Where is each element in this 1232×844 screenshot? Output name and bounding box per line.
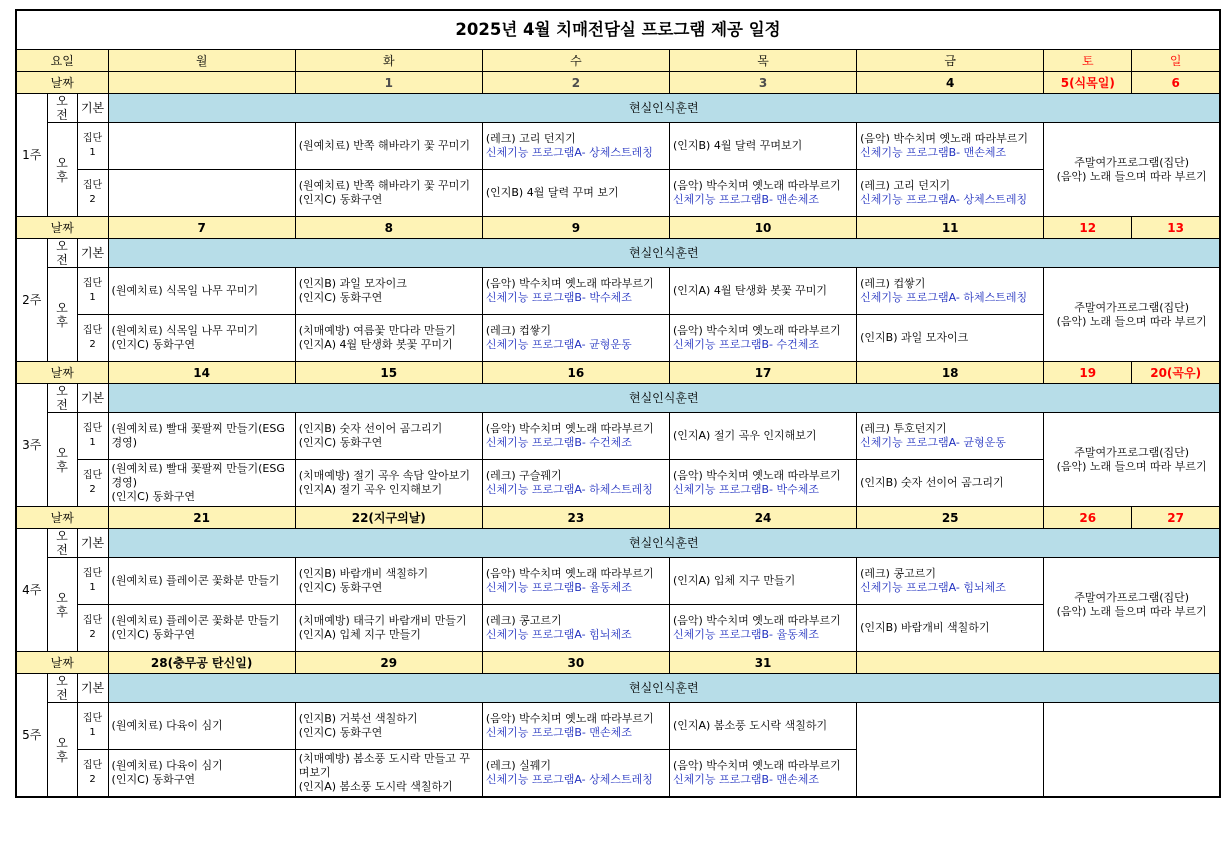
program-text: (인지A) 입체 지구 만들기: [672, 574, 796, 587]
program-cell: [669, 703, 856, 750]
program-cell: [108, 413, 295, 460]
program-text: (인지B) 4월 달력 꾸며 보기: [485, 186, 619, 199]
program-cell: [108, 123, 295, 170]
basic-label: 기본: [77, 529, 108, 558]
weekend-line1: 주말여가프로그램(집단): [1074, 445, 1190, 459]
date-cell: 21: [108, 507, 295, 529]
program-cell: [108, 460, 295, 507]
physical-program-text: 신체기능 프로그램B- 율동체조: [485, 581, 632, 594]
day-wed: 수: [482, 50, 669, 72]
weekend-program-cell: [1044, 413, 1220, 507]
program-cell: [108, 703, 295, 750]
program-text: (인지B) 바람개비 색칠하기: [860, 621, 990, 634]
program-text: (인지A) 4월 탄생화 봇꽃 꾸미기: [672, 284, 827, 297]
date-cell: 7: [108, 217, 295, 239]
program-text: (치매예방) 여름꽃 만다라 만들기 (인지A) 4월 탄생화 봇꽃 꾸미기: [298, 324, 456, 351]
program-cell: [857, 123, 1044, 170]
program-cell: [295, 413, 482, 460]
program-cell: [482, 315, 669, 362]
day-sat: 토: [1044, 50, 1132, 72]
date-cell: 13: [1132, 217, 1220, 239]
group1-label: 집단1: [77, 703, 108, 750]
program-cell: [108, 605, 295, 652]
page-title: 2025년 4월 치매전담실 프로그램 제공 일정: [16, 10, 1220, 50]
reality-training-banner: 현실인식훈련: [108, 239, 1220, 268]
program-cell: [669, 460, 856, 507]
program-text: (음악) 박수치며 옛노래 따라부르기: [672, 469, 841, 482]
date-row: [16, 217, 1220, 239]
program-text: (레크) 투호던지기: [860, 422, 947, 435]
weekend-line2: (음악) 노래 들으며 따라 부르기: [1056, 314, 1207, 328]
program-cell: [108, 268, 295, 315]
date-row: [16, 507, 1220, 529]
date-cell: 2: [482, 72, 669, 94]
weekend-line1: 주말여가프로그램(집단): [1074, 590, 1190, 604]
group1-row: [16, 268, 1220, 315]
week-label: 4주: [16, 529, 47, 652]
am-row: [16, 239, 1220, 268]
date-cell: 26: [1044, 507, 1132, 529]
program-text: (레크) 컵쌓기: [485, 324, 552, 337]
program-cell: [482, 750, 669, 798]
program-cell: [295, 315, 482, 362]
program-cell: [669, 315, 856, 362]
date-label: 날짜: [16, 507, 108, 529]
program-cell: [482, 413, 669, 460]
date-cell: 9: [482, 217, 669, 239]
program-text: (음악) 박수치며 옛노래 따라부르기: [485, 567, 654, 580]
date-row: [16, 362, 1220, 384]
group1-label: 집단1: [77, 413, 108, 460]
program-text: (레크) 실꿰기: [485, 759, 552, 772]
program-text: (레크) 고리 던지기: [485, 132, 576, 145]
date-cell: 11: [857, 217, 1044, 239]
date-cell: 25: [857, 507, 1044, 529]
date-cell: 29: [295, 652, 482, 674]
group1-row: [16, 413, 1220, 460]
program-text: (음악) 박수치며 옛노래 따라부르기: [485, 277, 654, 290]
weekend-line1: 주말여가프로그램(집단): [1074, 155, 1190, 169]
program-text: (인지A) 봄소풍 도시락 색칠하기: [672, 719, 828, 732]
program-text: (인지B) 숫자 선이어 곰그리기: [860, 476, 1004, 489]
program-cell: [295, 170, 482, 217]
program-text: (인지A) 절기 곡우 인지해보기: [672, 429, 817, 442]
group1-label: 집단1: [77, 558, 108, 605]
program-cell: [295, 460, 482, 507]
date-cell: 31: [669, 652, 856, 674]
am-label: 오전: [47, 529, 77, 558]
day-tue: 화: [295, 50, 482, 72]
am-row: [16, 94, 1220, 123]
weekend-program-cell: [1044, 123, 1220, 217]
program-cell: [669, 413, 856, 460]
group2-label: 집단2: [77, 460, 108, 507]
program-cell: [482, 170, 669, 217]
week-label: 3주: [16, 384, 47, 507]
program-cell: [295, 750, 482, 798]
program-text: (원예치료) 반쪽 해바라기 꽃 꾸미기: [298, 139, 471, 152]
program-text: (음악) 박수치며 옛노래 따라부르기: [860, 132, 1028, 145]
day-fri: 금: [857, 50, 1044, 72]
date-cell: 19: [1044, 362, 1132, 384]
program-cell: [669, 605, 856, 652]
date-cell: 12: [1044, 217, 1132, 239]
program-text: (레크) 콩고르기: [860, 567, 936, 580]
program-text: (원예치료) 식목일 나무 꾸미기 (인지C) 동화구연: [111, 324, 259, 351]
date-label: 날짜: [16, 652, 108, 674]
day-thu: 목: [669, 50, 856, 72]
program-cell: [295, 605, 482, 652]
pm-label: 오후: [47, 413, 77, 507]
date-row: [16, 652, 1220, 674]
date-cell: 3: [669, 72, 856, 94]
date-label: 날짜: [16, 72, 108, 94]
physical-program-text: 신체기능 프로그램A- 상체스트레칭: [485, 773, 653, 786]
date-cell: 17: [669, 362, 856, 384]
program-text: (인지B) 과일 모자이크 (인지C) 동화구연: [298, 277, 407, 304]
reality-training-banner: 현실인식훈련: [108, 94, 1220, 123]
date-cell: 28(충무공 탄신일): [108, 652, 295, 674]
am-label: 오전: [47, 94, 77, 123]
group2-row: [16, 170, 1220, 217]
physical-program-text: 신체기능 프로그램A- 힘뇌체조: [485, 628, 632, 641]
date-cell: 1: [295, 72, 482, 94]
date-cell: 23: [482, 507, 669, 529]
am-label: 오전: [47, 674, 77, 703]
date-label: 날짜: [16, 217, 108, 239]
program-cell: [669, 170, 856, 217]
program-text: (음악) 박수치며 옛노래 따라부르기: [672, 324, 841, 337]
program-text: (치매예방) 절기 곡우 속담 알아보기 (인지A) 절기 곡우 인지해보기: [298, 469, 471, 496]
am-label: 오전: [47, 384, 77, 413]
program-text: (인지B) 바람개비 색칠하기 (인지C) 동화구연: [298, 567, 429, 594]
program-text: (음악) 박수치며 옛노래 따라부르기: [485, 712, 654, 725]
reality-training-banner: 현실인식훈련: [108, 529, 1220, 558]
day-sun: 일: [1132, 50, 1220, 72]
pm-label: 오후: [47, 123, 77, 217]
am-label: 오전: [47, 239, 77, 268]
date-cell: 18: [857, 362, 1044, 384]
group1-row: [16, 123, 1220, 170]
weekend-program-cell: [1044, 558, 1220, 652]
physical-program-text: 신체기능 프로그램B- 박수체조: [485, 291, 632, 304]
pm-label: 오후: [47, 268, 77, 362]
program-text: (레크) 콩고르기: [485, 614, 562, 627]
program-cell: [669, 123, 856, 170]
group2-row: [16, 460, 1220, 507]
physical-program-text: 신체기능 프로그램A- 상체스트레칭: [860, 193, 1028, 206]
day-label: 요일: [16, 50, 108, 72]
program-text: (음악) 박수치며 옛노래 따라부르기: [672, 759, 841, 772]
program-text: (원예치료) 다육이 심기 (인지C) 동화구연: [111, 759, 223, 786]
physical-program-text: 신체기능 프로그램A- 하체스트레칭: [485, 483, 653, 496]
physical-program-text: 신체기능 프로그램B- 맨손체조: [860, 146, 1007, 159]
program-cell: [857, 605, 1044, 652]
program-cell: [669, 558, 856, 605]
group1-label: 집단1: [77, 123, 108, 170]
date-cell: 30: [482, 652, 669, 674]
date-cell: 20(곡우): [1132, 362, 1220, 384]
schedule-table: [15, 9, 1221, 798]
program-cell: [482, 460, 669, 507]
physical-program-text: 신체기능 프로그램A- 하체스트레칭: [860, 291, 1028, 304]
program-cell: [482, 123, 669, 170]
program-cell: [857, 268, 1044, 315]
physical-program-text: 신체기능 프로그램B- 박수체조: [672, 483, 819, 496]
program-cell: [295, 703, 482, 750]
program-text: (원예치료) 반쪽 해바라기 꽃 꾸미기 (인지C) 동화구연: [298, 179, 471, 206]
physical-program-text: 신체기능 프로그램A- 힘뇌체조: [860, 581, 1006, 594]
date-cell: 4: [857, 72, 1044, 94]
group1-row: [16, 558, 1220, 605]
program-cell: [857, 558, 1044, 605]
group2-label: 집단2: [77, 750, 108, 798]
program-cell: [857, 460, 1044, 507]
date-label: 날짜: [16, 362, 108, 384]
week-label: 5주: [16, 674, 47, 798]
program-text: (원예치료) 빨대 꽃팔찌 만들기(ESG 경영) (인지C) 동화구연: [111, 462, 285, 503]
physical-program-text: 신체기능 프로그램B- 맨손체조: [672, 193, 819, 206]
date-cell: 24: [669, 507, 856, 529]
program-text: (원예치료) 빨대 꽃팔찌 만들기(ESG 경영): [111, 422, 289, 449]
physical-program-text: 신체기능 프로그램A- 균형운동: [860, 436, 1006, 449]
program-cell: [482, 605, 669, 652]
physical-program-text: 신체기능 프로그램B- 맨손체조: [485, 726, 632, 739]
date-cell: 8: [295, 217, 482, 239]
program-cell: [295, 268, 482, 315]
empty-cell: [1044, 703, 1220, 798]
basic-label: 기본: [77, 94, 108, 123]
weekend-program-cell: [1044, 268, 1220, 362]
weekend-line2: (음악) 노래 들으며 따라 부르기: [1056, 459, 1207, 473]
program-cell: [108, 558, 295, 605]
program-text: (인지B) 과일 모자이크: [860, 331, 969, 344]
am-row: [16, 674, 1220, 703]
program-text: (원예치료) 다육이 심기: [111, 719, 223, 732]
group1-label: 집단1: [77, 268, 108, 315]
physical-program-text: 신체기능 프로그램A- 균형운동: [485, 338, 632, 351]
week-label: 2주: [16, 239, 47, 362]
program-cell: [482, 703, 669, 750]
program-cell: [857, 413, 1044, 460]
basic-label: 기본: [77, 239, 108, 268]
program-cell: [482, 558, 669, 605]
program-text: (레크) 컵쌓기: [860, 277, 926, 290]
program-cell: [108, 315, 295, 362]
program-text: (음악) 박수치며 옛노래 따라부르기: [672, 179, 841, 192]
program-text: (음악) 박수치며 옛노래 따라부르기: [672, 614, 841, 627]
program-text: (음악) 박수치며 옛노래 따라부르기: [485, 422, 654, 435]
group2-label: 집단2: [77, 605, 108, 652]
date-cell: 27: [1132, 507, 1220, 529]
am-row: [16, 384, 1220, 413]
group1-row: [16, 703, 1220, 750]
date-cell: [108, 72, 295, 94]
am-row: [16, 529, 1220, 558]
pm-label: 오후: [47, 558, 77, 652]
program-text: (원예치료) 플레이콘 꽃화분 만들기 (인지C) 동화구연: [111, 614, 280, 641]
program-cell: [857, 315, 1044, 362]
program-cell: [108, 170, 295, 217]
day-mon: 월: [108, 50, 295, 72]
program-cell: [482, 268, 669, 315]
date-cell: 16: [482, 362, 669, 384]
weekend-line2: (음악) 노래 들으며 따라 부르기: [1056, 604, 1207, 618]
program-text: (원예치료) 플레이콘 꽃화분 만들기: [111, 574, 280, 587]
pm-label: 오후: [47, 703, 77, 798]
reality-training-banner: 현실인식훈련: [108, 384, 1220, 413]
group2-row: [16, 315, 1220, 362]
date-cell: 14: [108, 362, 295, 384]
program-text: (인지B) 거북선 색칠하기 (인지C) 동화구연: [298, 712, 418, 739]
date-cell: 22(지구의날): [295, 507, 482, 529]
program-cell: [857, 170, 1044, 217]
physical-program-text: 신체기능 프로그램A- 상체스트레칭: [485, 146, 653, 159]
program-text: (치매예방) 태극기 바람개비 만들기 (인지A) 입체 지구 만들기: [298, 614, 467, 641]
group2-label: 집단2: [77, 315, 108, 362]
group2-row: [16, 605, 1220, 652]
program-cell: [108, 750, 295, 798]
physical-program-text: 신체기능 프로그램B- 수건체조: [485, 436, 632, 449]
reality-training-banner: 현실인식훈련: [108, 674, 1220, 703]
program-cell: [295, 558, 482, 605]
date-cell: 10: [669, 217, 856, 239]
program-cell: [669, 268, 856, 315]
program-cell: [669, 750, 856, 798]
physical-program-text: 신체기능 프로그램B- 맨손체조: [672, 773, 819, 786]
weekend-line2: (음악) 노래 들으며 따라 부르기: [1056, 169, 1207, 183]
program-text: (원예치료) 식목일 나무 꾸미기: [111, 284, 259, 297]
weekday-header-row: [16, 50, 1220, 72]
empty-cell: [857, 652, 1220, 674]
program-text: (인지B) 4월 달력 꾸며보기: [672, 139, 803, 152]
weekend-line1: 주말여가프로그램(집단): [1074, 300, 1190, 314]
date-cell: 15: [295, 362, 482, 384]
basic-label: 기본: [77, 674, 108, 703]
program-text: (레크) 구슬꿰기: [485, 469, 562, 482]
date-cell: 5(식목일): [1044, 72, 1132, 94]
physical-program-text: 신체기능 프로그램B- 수건체조: [672, 338, 819, 351]
empty-cell: [857, 703, 1044, 798]
program-text: (레크) 고리 던지기: [860, 179, 951, 192]
program-text: (치매예방) 봄소풍 도시락 만들고 꾸며보기 (인지A) 봄소풍 도시락 색칠하기: [298, 752, 471, 793]
week-label: 1주: [16, 94, 47, 217]
date-cell: 6: [1132, 72, 1220, 94]
date-row: [16, 72, 1220, 94]
program-text: (인지B) 숫자 선이어 곰그리기 (인지C) 동화구연: [298, 422, 443, 449]
basic-label: 기본: [77, 384, 108, 413]
physical-program-text: 신체기능 프로그램B- 율동체조: [672, 628, 819, 641]
program-cell: [295, 123, 482, 170]
group2-label: 집단2: [77, 170, 108, 217]
